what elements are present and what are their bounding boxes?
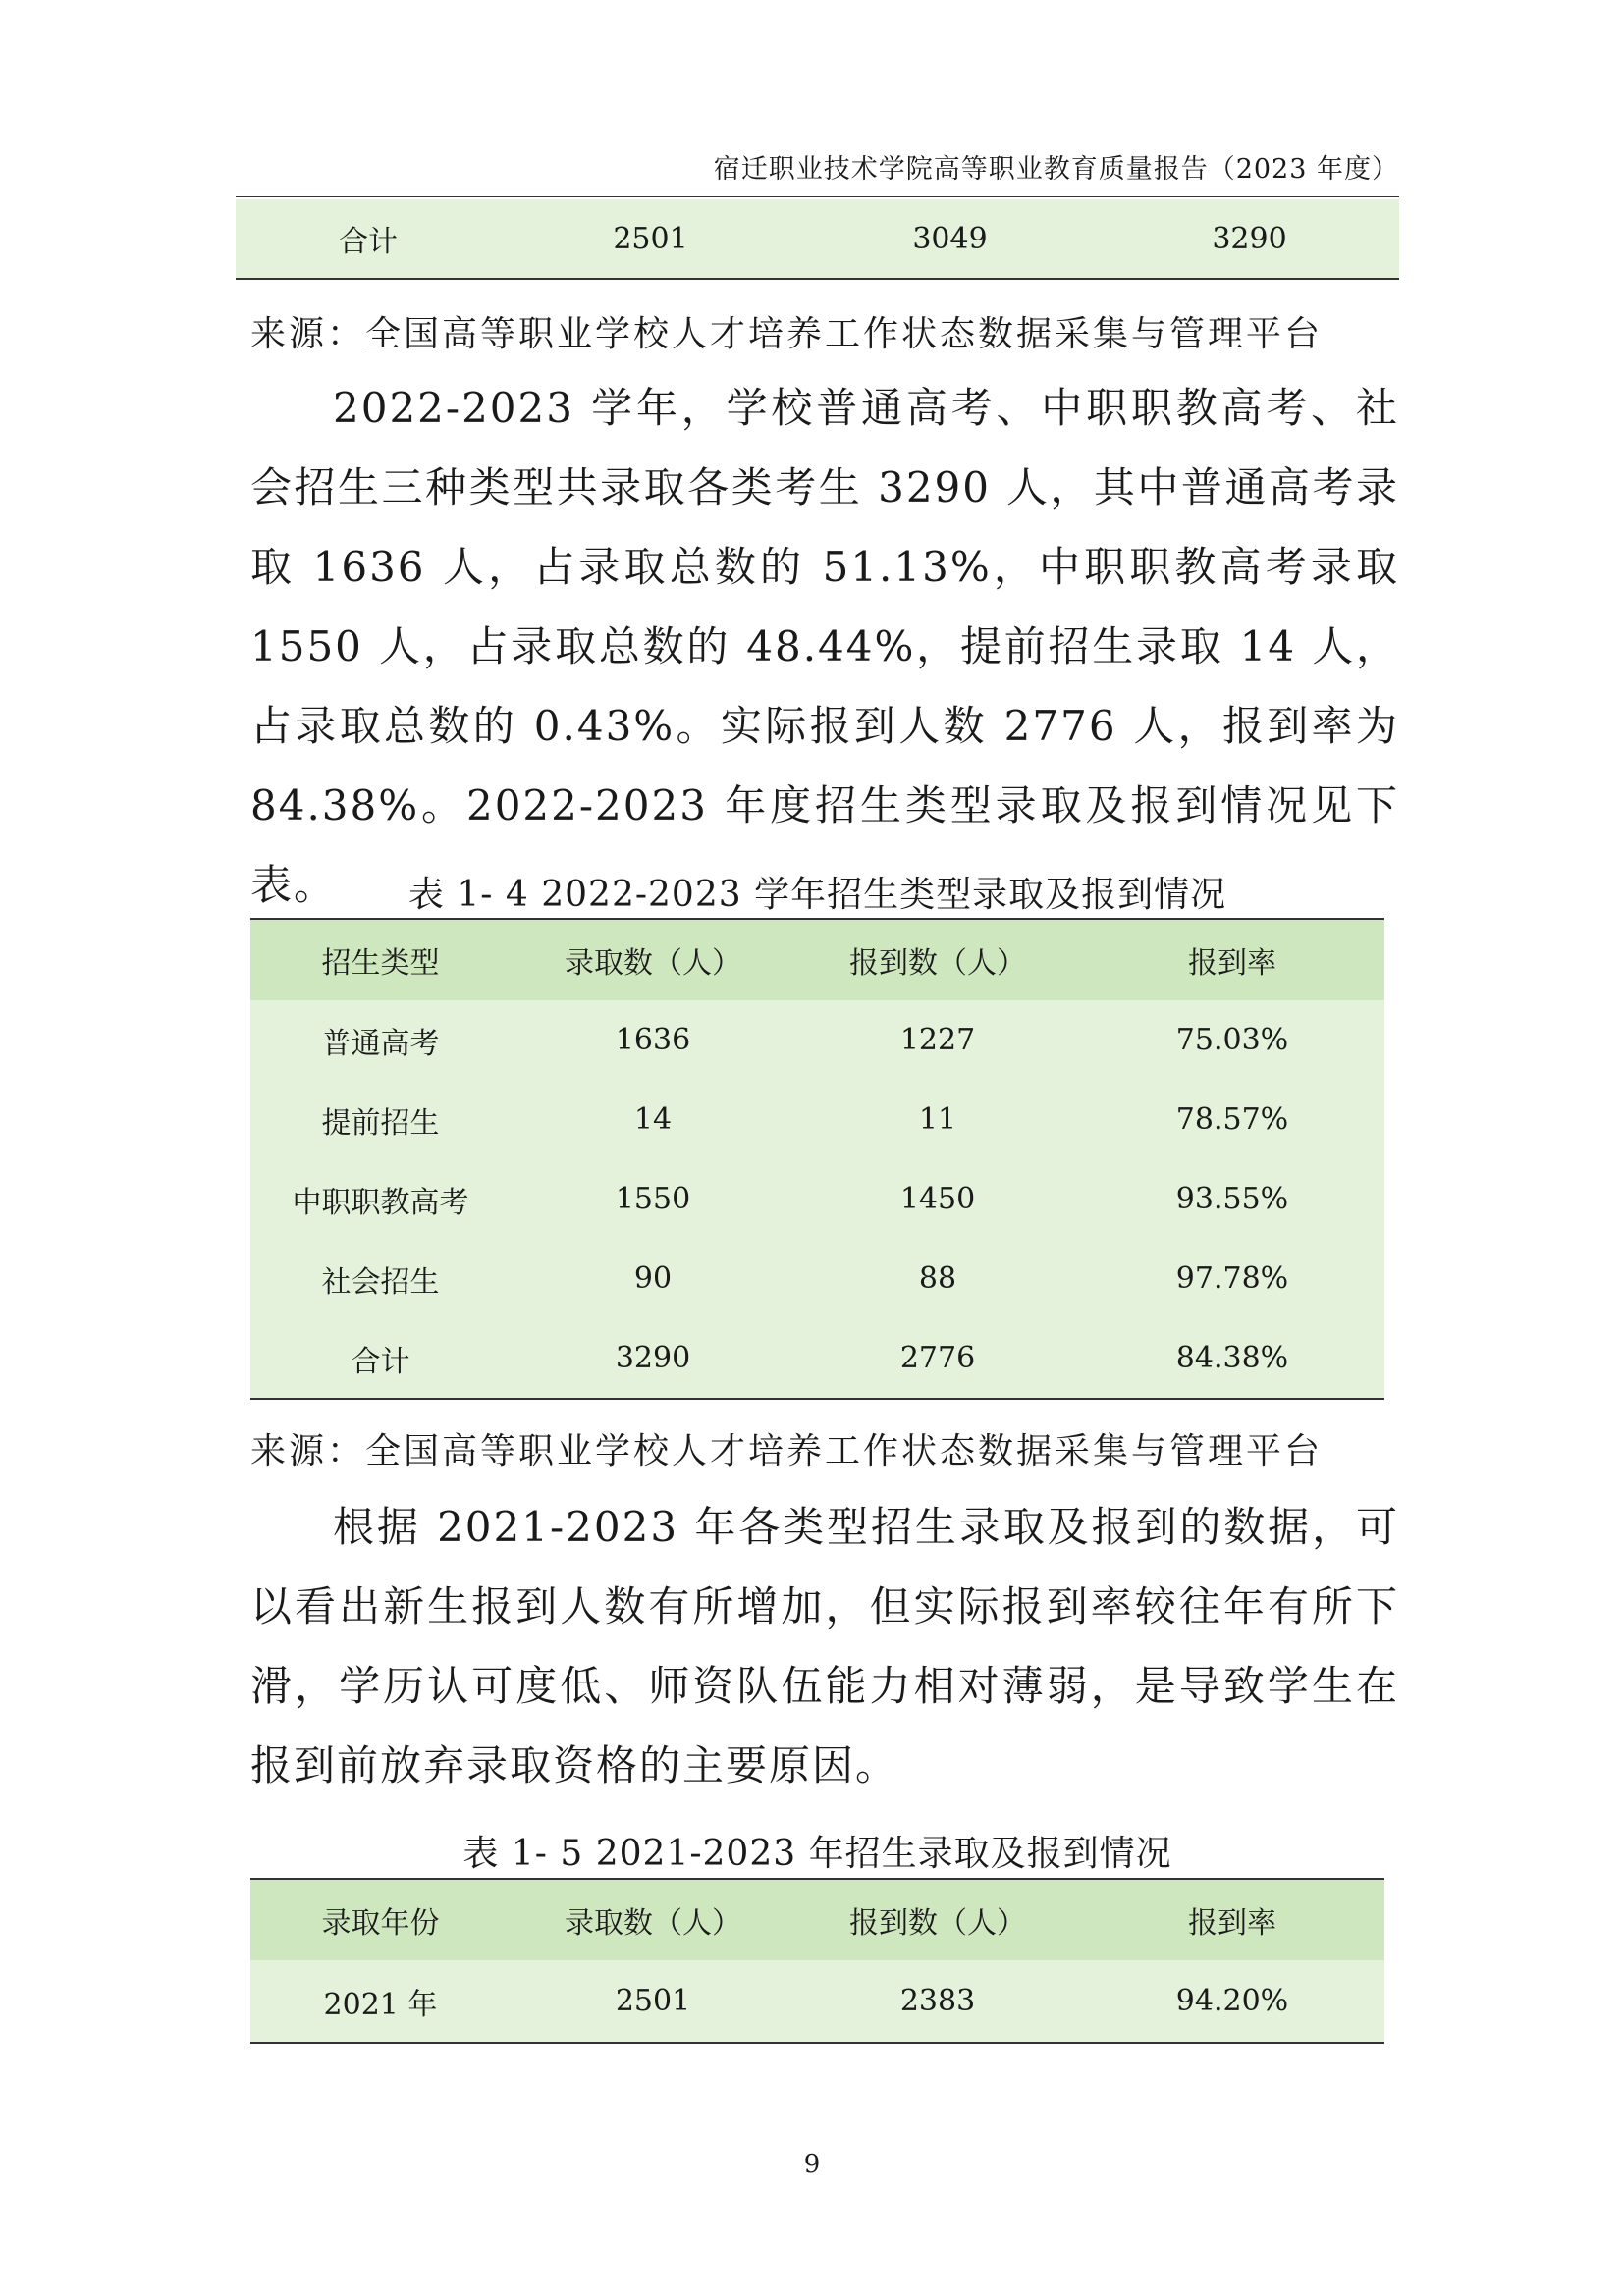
table-cell: 3290 xyxy=(511,1318,795,1399)
table-row-total xyxy=(236,199,1399,279)
table-cell: 97.78% xyxy=(1080,1239,1384,1318)
table-cell: 2776 xyxy=(795,1318,1080,1399)
table-row xyxy=(250,1960,1384,2043)
table-cell: 社会招生 xyxy=(250,1239,511,1318)
table-cell: 1550 xyxy=(511,1159,795,1239)
table-row xyxy=(250,1000,1384,1080)
table-header-row xyxy=(250,1879,1384,1960)
table-cell: 78.57% xyxy=(1080,1080,1384,1159)
table-cell: 3290 xyxy=(1100,199,1399,279)
table-cell: 3049 xyxy=(800,199,1100,279)
table-cell: 2021 年 xyxy=(250,1960,511,2043)
header-cell: 录取数（人） xyxy=(511,1879,795,1960)
source-note-2: 来源：全国高等职业学校人才培养工作状态数据采集与管理平台 xyxy=(250,1431,1324,1471)
table-cell: 1636 xyxy=(511,1000,795,1080)
table-cell: 94.20% xyxy=(1080,1960,1384,2043)
table-continued xyxy=(236,199,1399,280)
table-header-row xyxy=(250,919,1384,1000)
table-row-total xyxy=(250,1318,1384,1399)
table-cell: 2501 xyxy=(501,199,800,279)
table-cell: 合计 xyxy=(250,1318,511,1399)
header-cell: 录取数（人） xyxy=(511,919,795,1000)
table-row xyxy=(250,1080,1384,1159)
table-row xyxy=(250,1159,1384,1239)
header-cell: 报到数（人） xyxy=(795,919,1080,1000)
table-cell: 1227 xyxy=(795,1000,1080,1080)
table-cell: 普通高考 xyxy=(250,1000,511,1080)
header-cell: 报到率 xyxy=(1080,919,1384,1000)
page-number: 9 xyxy=(803,2150,821,2179)
header-rule xyxy=(236,196,1399,197)
table-cell: 75.03% xyxy=(1080,1000,1384,1080)
table-cell: 90 xyxy=(511,1239,795,1318)
page-header: 宿迁职业技术学院高等职业教育质量报告（2023 年度） xyxy=(713,154,1399,185)
table-caption-1-5: 表 1- 5 2021-2023 年招生录取及报到情况 xyxy=(462,1834,1172,1874)
header-cell: 报到数（人） xyxy=(795,1879,1080,1960)
table-1-4 xyxy=(250,918,1384,1400)
header-cell: 招生类型 xyxy=(250,919,511,1000)
paragraph-2: 根据 2021-2023 年各类型招生录取及报到的数据，可以看出新生报到人数有所增加，但实际报到率较往年有所下滑，学历认可度低、师资队伍能力相对薄弱，是导致学生在报到前放弃录取资格的主要原因。 xyxy=(250,1503,1399,1789)
table-cell: 合计 xyxy=(236,199,501,279)
table-cell: 84.38% xyxy=(1080,1318,1384,1399)
table-cell: 提前招生 xyxy=(250,1080,511,1159)
header-cell: 报到率 xyxy=(1080,1879,1384,1960)
table-1-5 xyxy=(250,1878,1384,2044)
source-note-1: 来源：全国高等职业学校人才培养工作状态数据采集与管理平台 xyxy=(250,314,1324,354)
table-cell: 2501 xyxy=(511,1960,795,2043)
table-caption-1-4: 表 1- 4 2022-2023 学年招生类型录取及报到情况 xyxy=(407,875,1227,915)
table-cell: 中职职教高考 xyxy=(250,1159,511,1239)
table-cell: 93.55% xyxy=(1080,1159,1384,1239)
paragraph-1: 2022-2023 学年，学校普通高考、中职职教高考、社会招生三种类型共录取各类考生 3290 人，其中普通高考录取 1636 人，占录取总数的 51.13%，中职职教高考录取 1550 人，占录取总数的 48.44%，提前招生录取 14 人，占录取总数的 0.43%。实际报到人数 2776 人，报到率为 84.38%。2022-2023 年度招生类型录取及报到情况见下表。 xyxy=(250,384,1399,909)
table-cell: 2383 xyxy=(795,1960,1080,2043)
table-cell: 88 xyxy=(795,1239,1080,1318)
table-cell: 1450 xyxy=(795,1159,1080,1239)
table-cell: 11 xyxy=(795,1080,1080,1159)
table-cell: 14 xyxy=(511,1080,795,1159)
table-row xyxy=(250,1239,1384,1318)
header-cell: 录取年份 xyxy=(250,1879,511,1960)
